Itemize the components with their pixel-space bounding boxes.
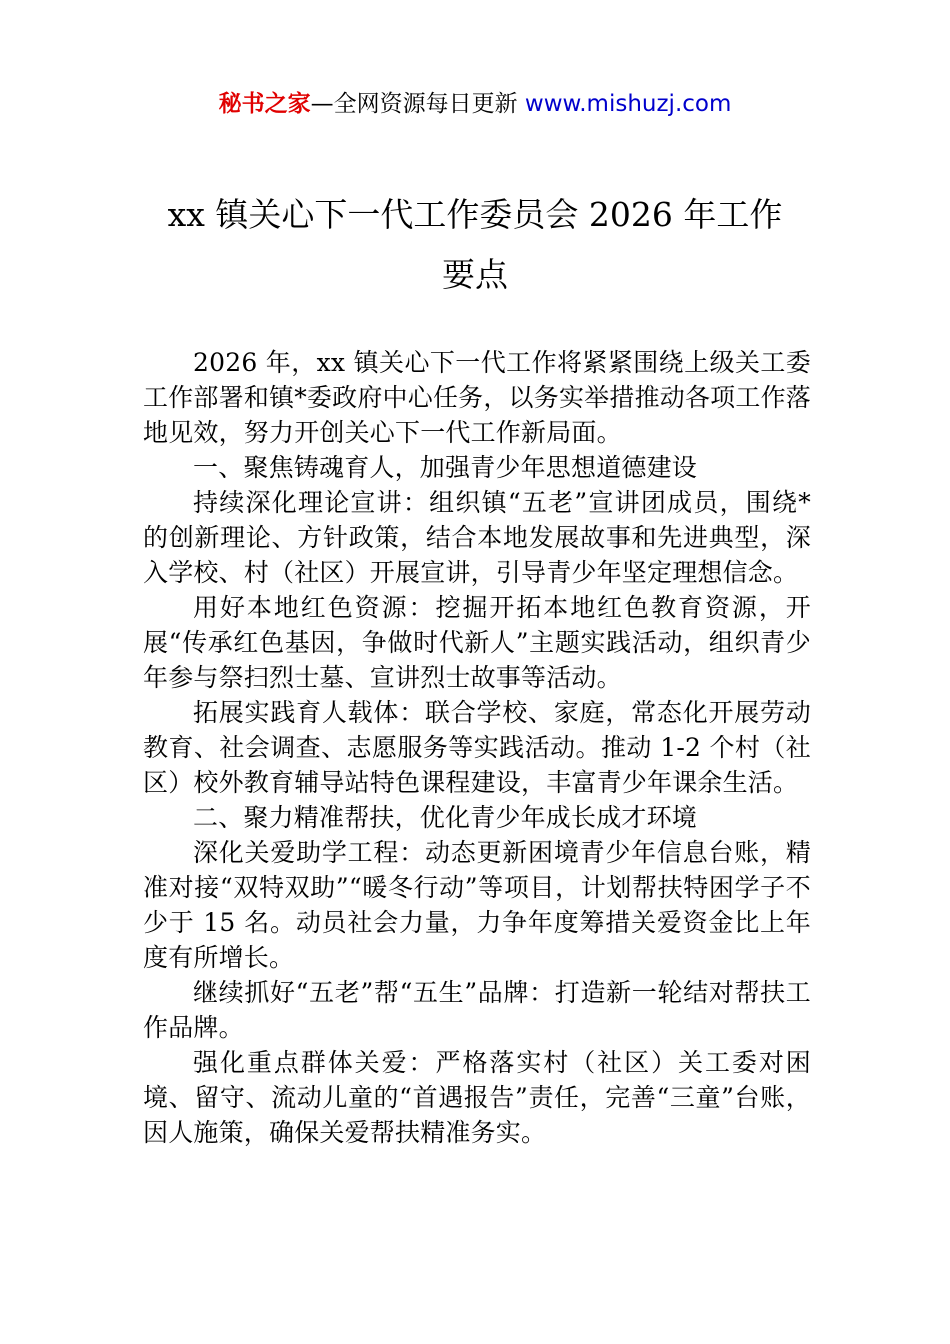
document-title-line-2: 要点 <box>442 255 508 294</box>
section-heading-1: 一、聚焦铸魂育人，加强青少年思想道德建设 <box>193 453 698 482</box>
paragraph-student-aid: 深化关爱助学工程：动态更新困境青少年信息台账，精准对接“双特双助”“暖冬行动”等项目，计划帮扶特困学子不少于 15 名。动员社会力量，力争年度筹措关爱资金比上年度有所增长。 <box>143 838 811 972</box>
paragraph-red-resources: 用好本地红色资源：挖掘开拓本地红色教育资源，开展“传承红色基因，争做时代新人”主题实践活动，组织青少年参与祭扫烈士墓、宣讲烈士故事等活动。 <box>143 593 811 692</box>
paragraph-key-groups-care: 强化重点群体关爱：严格落实村（社区）关工委对困境、留守、流动儿童的“首遇报告”责任，完善“三童”台账，因人施策，确保关爱帮扶精准务实。 <box>143 1048 811 1147</box>
document-title <box>100 185 850 305</box>
paragraph-five-elders-brand: 继续抓好“五老”帮“五生”品牌：打造新一轮结对帮扶工作品牌。 <box>143 978 811 1042</box>
site-url-link[interactable]: www.mishuzj.com <box>524 91 732 117</box>
site-brand: 秘书之家 <box>218 91 311 117</box>
paragraph-theory-lectures: 持续深化理论宣讲：组织镇“五老”宣讲团成员，围绕*的创新理论、方针政策，结合本地发展故事和先进典型，深入学校、村（社区）开展宣讲，引导青少年坚定理想信念。 <box>143 488 811 587</box>
intro-paragraph: 2026 年，xx 镇关心下一代工作将紧紧围绕上级关工委工作部署和镇*委政府中心任务，以务实举措推动各项工作落地见效，努力开创关心下一代工作新局面。 <box>143 348 811 447</box>
document-body <box>143 345 811 1150</box>
site-header-banner <box>0 88 950 120</box>
section-heading-2: 二、聚力精准帮扶，优化青少年成长成才环境 <box>193 803 698 832</box>
site-tagline: —全网资源每日更新 <box>310 91 525 117</box>
document-title-line-1: xx 镇关心下一代工作委员会 2026 年工作 <box>167 195 783 234</box>
paragraph-practice-education: 拓展实践育人载体：联合学校、家庭，常态化开展劳动教育、社会调查、志愿服务等实践活动。推动 1-2 个村（社区）校外教育辅导站特色课程建设，丰富青少年课余生活。 <box>143 698 811 797</box>
